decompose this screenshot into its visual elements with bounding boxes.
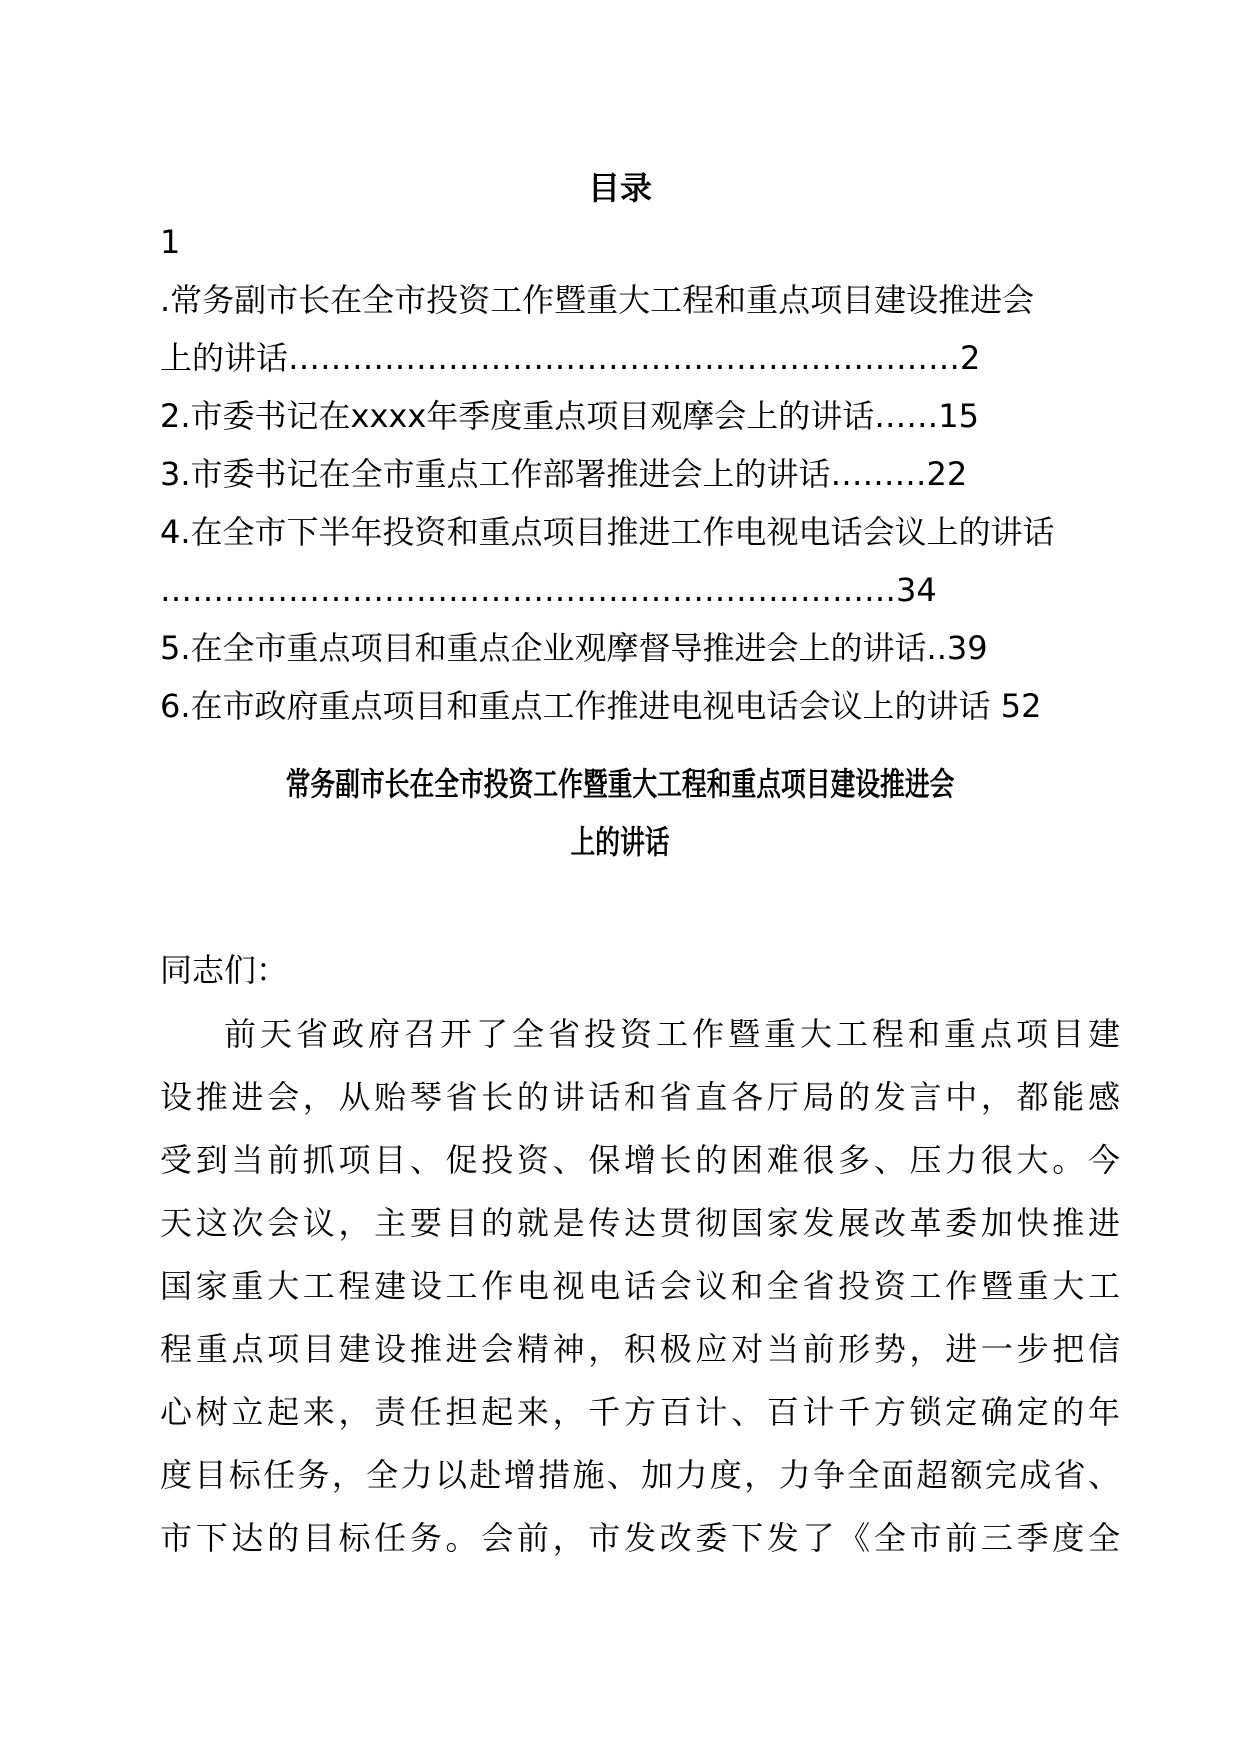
body-text-line: 前天省政府召开了全省投资工作暨重大工程和重点项目建 [224,1015,1120,1053]
body-text-line: 天这次会议，主要目的就是传达贯彻国家发展改革委加快推进 [160,1204,1120,1242]
body-text-line: 市下达的目标任务。会前，市发改委下发了《全市前三季度全 [160,1519,1120,1557]
greeting: 同志们： [160,951,289,989]
body-text-line: 设推进会，从贻琴省长的讲话和省直各厅局的发言中，都能感 [160,1078,1120,1116]
toc-entry: 上的讲话………………………………………………………2 [160,339,981,377]
body-text-line: 受到当前抓项目、促投资、保增长的困难很多、压力很大。今 [160,1141,1120,1179]
toc-entry: 6.在市政府重点项目和重点工作推进电视电话会议上的讲话 52 [160,687,1042,725]
speech-title-line-1: 常务副市长在全市投资工作暨重大工程和重点项目建设推进会 [285,765,955,803]
toc-entry: 5.在全市重点项目和重点企业观摩督导推进会上的讲话..39 [160,629,988,667]
speech-title-line-2: 上的讲话 [570,823,670,861]
toc-entry: 2.市委书记在xxxx年季度重点项目观摩会上的讲话……15 [160,397,980,435]
toc-title: 目录 [587,169,652,207]
toc-entry: 3.市委书记在全市重点工作部署推进会上的讲话………22 [160,455,968,493]
toc-entry: 1 [160,223,181,261]
body-text-line: 度目标任务，全力以赴增措施、加力度，力争全面超额完成省、 [160,1456,1120,1494]
body-text-line: 程重点项目建设推进会精神，积极应对当前形势，进一步把信 [160,1330,1120,1368]
body-text-line: 国家重大工程建设工作电视电话会议和全省投资工作暨重大工 [160,1267,1120,1305]
body-text-line: 心树立起来，责任担起来，千方百计、百计千方锁定确定的年 [160,1393,1120,1431]
toc-entry: .常务副市长在全市投资工作暨重大工程和重点项目建设推进会 [160,281,1035,319]
toc-entry: ……………………………………………………………34 [160,571,937,609]
toc-entry: 4.在全市下半年投资和重点项目推进工作电视电话会议上的讲话 [160,513,1055,551]
